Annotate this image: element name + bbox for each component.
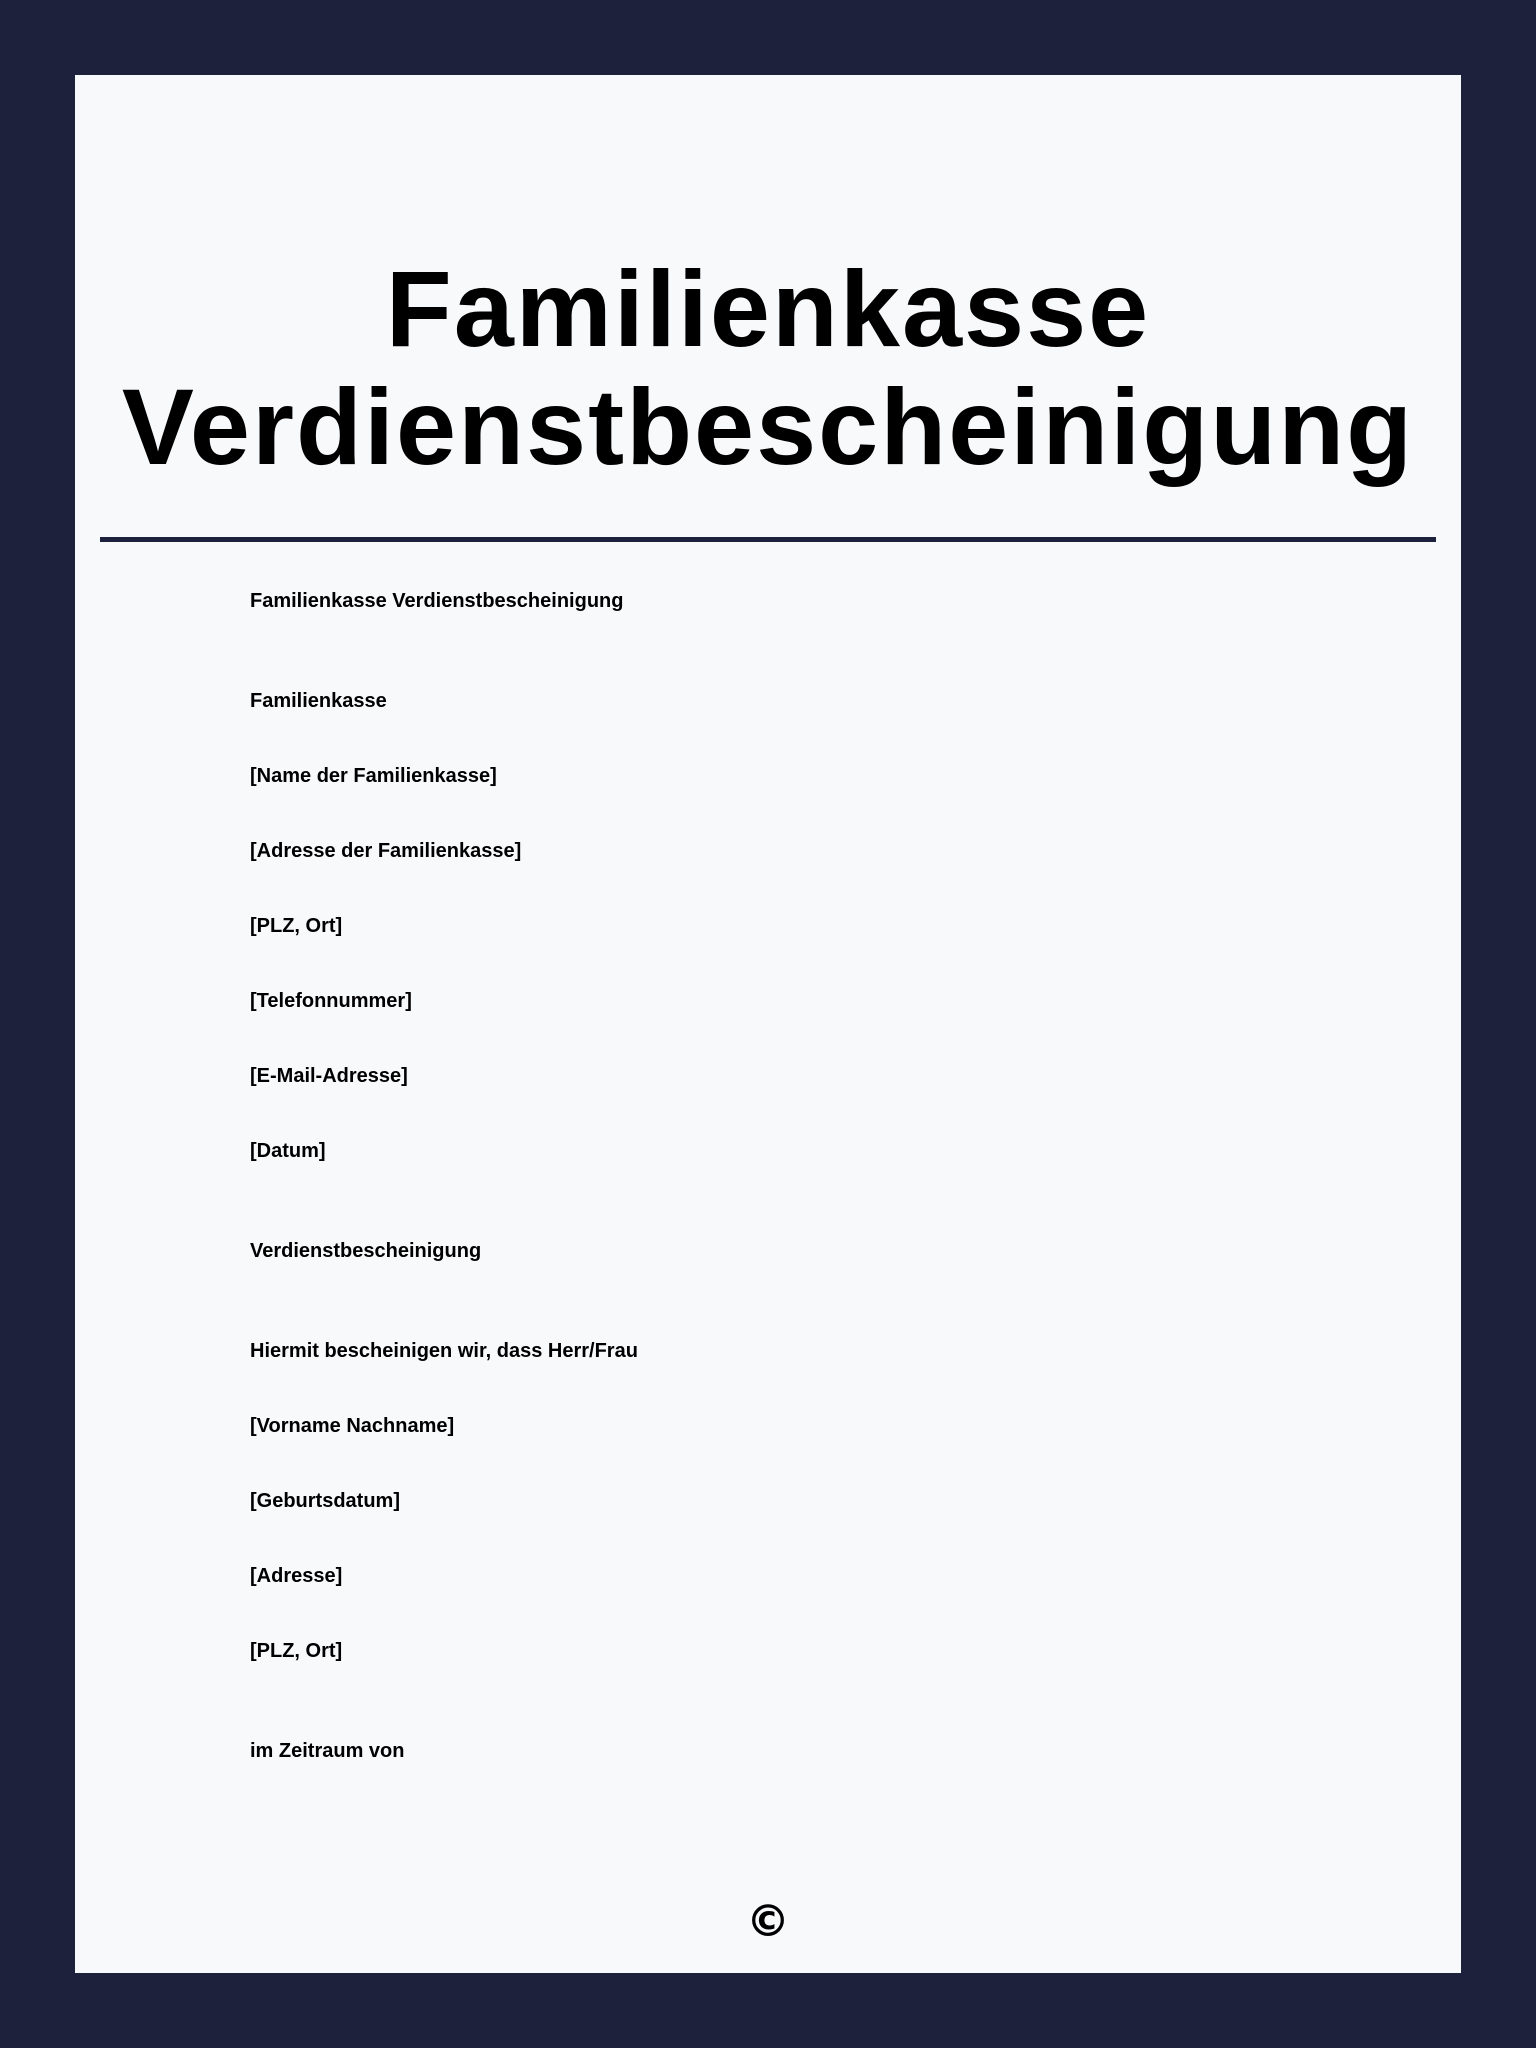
sender-email: [E-Mail-Adresse]: [250, 1065, 408, 1087]
certification-intro: Hiermit bescheinigen wir, dass Herr/Frau: [250, 1340, 638, 1362]
copyright-icon: ©: [746, 1896, 790, 1947]
document-title: [75, 250, 1461, 486]
sender-phone: [Telefonnummer]: [250, 990, 412, 1012]
person-birthdate: [Geburtsdatum]: [250, 1490, 400, 1512]
document-heading: Familienkasse Verdienstbescheinigung: [250, 590, 624, 612]
period-label: im Zeitraum von: [250, 1740, 405, 1762]
sender-postcode-city: [PLZ, Ort]: [250, 915, 343, 937]
person-name: [Vorname Nachname]: [250, 1415, 455, 1437]
title-divider: [100, 537, 1436, 542]
sender-label: Familienkasse: [250, 690, 387, 712]
title-line-1: Familienkasse: [385, 248, 1151, 369]
person-postcode-city: [PLZ, Ort]: [250, 1640, 343, 1662]
title-line-2: Verdienstbescheinigung: [121, 366, 1415, 487]
sender-address: [Adresse der Familienkasse]: [250, 840, 522, 862]
person-address: [Adresse]: [250, 1565, 343, 1587]
document-page: [75, 75, 1461, 1973]
document-date: [Datum]: [250, 1140, 326, 1162]
section-heading: Verdienstbescheinigung: [250, 1240, 482, 1262]
sender-name: [Name der Familienkasse]: [250, 765, 497, 787]
